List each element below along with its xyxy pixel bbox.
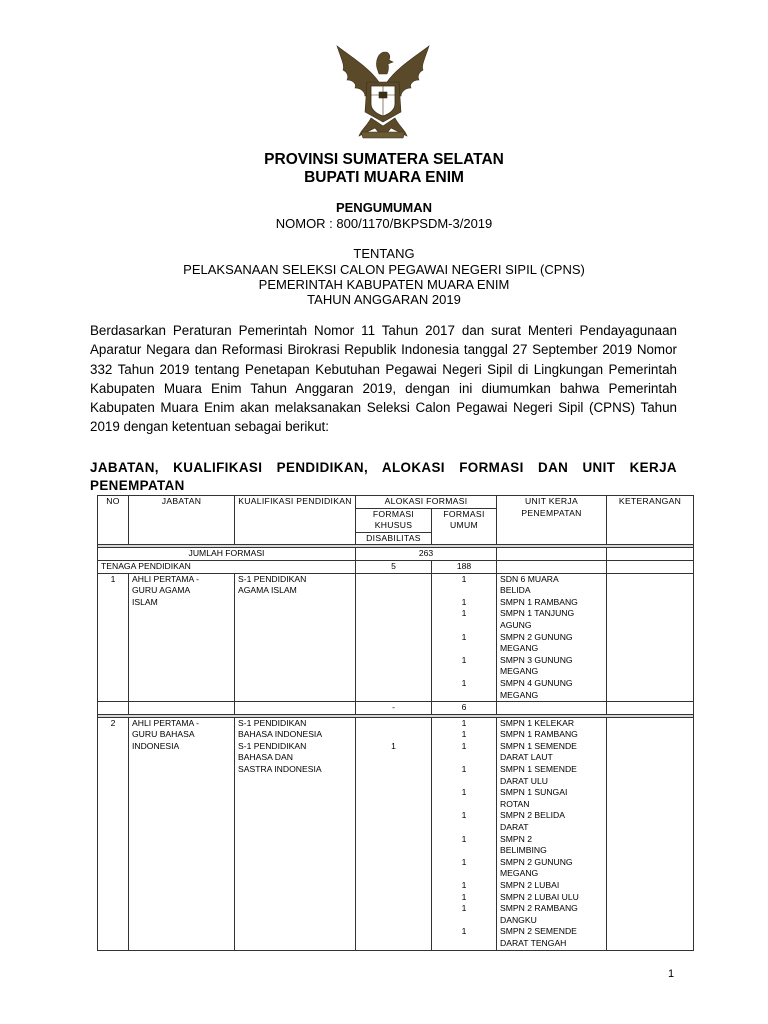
subtotal-khusus: - xyxy=(356,702,432,715)
subtotal-umum: 6 xyxy=(432,702,497,715)
header-keterangan: KETERANGAN xyxy=(607,496,694,545)
header-kualifikasi: KUALIFIKASI PENDIDIKAN xyxy=(235,496,356,545)
category-row xyxy=(98,560,694,573)
row-umum: 1 1 1 1 1 1 1 1 1 1 1 1 xyxy=(432,717,497,950)
row-unit: SDN 6 MUARA BELIDA SMPN 1 RAMBANG SMPN 1 TANJUNG AGUNG SMPN 2 GUNUNG MEGANG SMPN 3 GUNUNG MEGANG SMPN 4 GUNUNG MEGANG xyxy=(497,573,607,702)
table-row xyxy=(98,573,694,702)
subject-line-1: PELAKSANAAN SELEKSI CALON PEGAWAI NEGERI SIPIL (CPNS) xyxy=(183,262,585,277)
subject-line-2: PEMERINTAH KABUPATEN MUARA ENIM xyxy=(258,277,510,292)
header-alokasi: ALOKASI FORMASI xyxy=(356,496,497,509)
subject-line-3: TAHUN ANGGARAN 2019 xyxy=(307,292,461,307)
province-title: PROVINSI SUMATERA SELATAN xyxy=(264,151,504,168)
row-jabatan: AHLI PERTAMA - GURU BAHASA INDONESIA xyxy=(129,717,235,950)
row-unit: SMPN 1 KELEKAR SMPN 1 RAMBANG SMPN 1 SEMENDE DARAT LAUT SMPN 1 SEMENDE DARAT ULU SMPN 1 SUNGAI ROTAN SMPN 2 BELIDA DARAT SMPN 2 BELIMBING SMPN 2 GUNUNG MEGANG SMPN 2 LUBAI SMPN 2 LUBAI ULU SMPN 2 RAMBANG DANGKU SMPN 2 SEMENDE DARAT TENGAH xyxy=(497,717,607,950)
row-keterangan xyxy=(607,573,694,702)
row-no: 1 xyxy=(98,573,129,702)
header-umum: FORMASI UMUM xyxy=(432,508,497,545)
category-label: TENAGA PENDIDIKAN xyxy=(98,560,356,573)
section-title: JABATAN, KUALIFIKASI PENDIDIKAN, ALOKASI FORMASI DAN UNIT KERJA PENEMPATAN xyxy=(90,460,677,493)
table-row xyxy=(98,717,694,950)
row-no: 2 xyxy=(98,717,129,950)
total-value: 263 xyxy=(356,548,497,561)
total-label: JUMLAH FORMASI xyxy=(98,548,356,561)
category-khusus: 5 xyxy=(356,560,432,573)
regent-title: BUPATI MUARA ENIM xyxy=(304,169,464,186)
row-keterangan xyxy=(607,717,694,950)
header-khusus: FORMASI KHUSUS xyxy=(356,508,432,532)
about-label: TENTANG xyxy=(353,246,415,261)
row-khusus: 1 xyxy=(356,717,432,950)
header-disabilitas: DISABILITAS xyxy=(356,532,432,545)
row-umum: 1 1 1 1 1 1 xyxy=(432,573,497,702)
subtotal-row xyxy=(98,702,694,715)
header-unit: UNIT KERJA PENEMPATAN xyxy=(497,496,607,545)
row-khusus xyxy=(356,573,432,702)
row-kualifikasi: S-1 PENDIDIKAN AGAMA ISLAM xyxy=(235,573,356,702)
row-kualifikasi: S-1 PENDIDIKAN BAHASA INDONESIA S-1 PENDIDIKAN BAHASA DAN SASTRA INDONESIA xyxy=(235,717,356,950)
formation-table xyxy=(97,495,694,951)
total-row xyxy=(98,548,694,561)
row-jabatan: AHLI PERTAMA - GURU AGAMA ISLAM xyxy=(129,573,235,702)
body-paragraph: Berdasarkan Peraturan Pemerintah Nomor 11 Tahun 2017 dan surat Menteri Pendayagunaan Aparatur Negara dan Reformasi Birokrasi Republik Indonesia tanggal 27 September 2019 Nomor 332 Tahun 2019 tentang Penetapan Kebutuhan Pegawai Negeri Sipil di Lingkungan Pemerintah Kabupaten Muara Enim Tahun Anggaran 2019, dengan ini diumumkan bahwa Pemerintah Kabupaten Muara Enim akan melaksanakan Seleksi Calon Pegawai Negeri Sipil (CPNS) Tahun 2019 dengan ketentuan sebagai berikut: xyxy=(90,323,677,435)
category-umum: 188 xyxy=(432,560,497,573)
garuda-emblem-icon xyxy=(331,38,435,144)
announcement-title: PENGUMUMAN xyxy=(335,200,433,215)
page-number: 1 xyxy=(668,968,675,980)
announcement-number: NOMOR : 800/1170/BKPSDM-3/2019 xyxy=(275,216,493,231)
header-jabatan: JABATAN xyxy=(129,496,235,545)
header-no: NO xyxy=(98,496,129,545)
